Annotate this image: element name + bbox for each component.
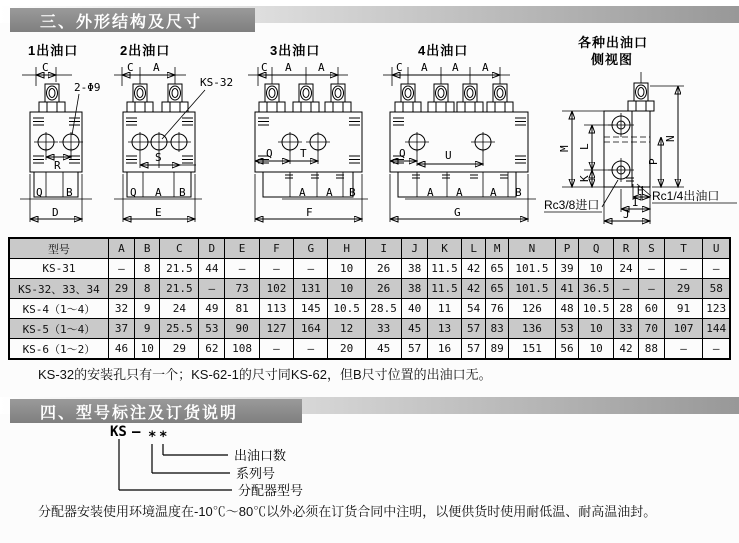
table-row: [9, 339, 730, 360]
column-header: L: [462, 238, 486, 259]
dim-letter: J: [623, 208, 630, 221]
dim-letter: N: [664, 135, 677, 142]
dim-letter: C: [42, 61, 49, 74]
value-cell: 76: [486, 299, 509, 319]
header-row: [9, 238, 730, 259]
value-cell: 126: [509, 299, 555, 319]
value-cell: —: [108, 259, 134, 279]
column-header: K: [427, 238, 461, 259]
value-cell: —: [613, 279, 638, 299]
column-header: H: [328, 238, 365, 259]
model-code-star2: *: [159, 429, 168, 445]
dim-letter: F: [306, 206, 313, 219]
value-cell: 49: [199, 299, 225, 319]
dim-letter: D: [52, 206, 59, 219]
value-cell: 48: [555, 299, 579, 319]
value-cell: 91: [664, 299, 703, 319]
value-cell: 113: [259, 299, 293, 319]
dim-letter: B: [66, 186, 73, 199]
value-cell: 24: [613, 259, 638, 279]
value-cell: —: [294, 259, 328, 279]
model-callout: KS-32: [200, 76, 234, 89]
section3-header: [0, 6, 739, 32]
column-header: J: [402, 238, 427, 259]
dim-letter: A: [456, 186, 463, 199]
value-cell: 24: [160, 299, 199, 319]
value-cell: 108: [225, 339, 259, 360]
value-cell: 73: [225, 279, 259, 299]
hole-diameter-note: 2-Φ9: [74, 81, 101, 94]
value-cell: 39: [555, 259, 579, 279]
value-cell: 53: [555, 319, 579, 339]
value-cell: 33: [365, 319, 402, 339]
value-cell: 28: [613, 299, 638, 319]
drawing-2-title: 2出油口: [120, 43, 171, 58]
value-cell: 101.5: [509, 279, 555, 299]
catalog-page: [0, 6, 739, 543]
value-cell: 70: [639, 319, 664, 339]
dim-letter: A: [326, 186, 333, 199]
column-header: U: [703, 238, 730, 259]
dim-letter: B: [179, 186, 186, 199]
dim-letter: A: [155, 186, 162, 199]
dim-letter: P: [647, 158, 660, 165]
column-header: D: [199, 238, 225, 259]
value-cell: —: [703, 339, 730, 360]
value-cell: 90: [225, 319, 259, 339]
drawing-2-outlets: [114, 43, 233, 222]
dim-letter: A: [427, 186, 434, 199]
dim-letter: S: [155, 151, 162, 164]
value-cell: 42: [613, 339, 638, 360]
value-cell: 16: [427, 339, 461, 360]
value-cell: 44: [199, 259, 225, 279]
dim-letter: I: [632, 196, 639, 209]
value-cell: 37: [108, 319, 134, 339]
value-cell: 26: [365, 259, 402, 279]
dim-letter: C: [127, 61, 134, 74]
dim-letter: A: [421, 61, 428, 74]
dim-letter: Q: [36, 186, 43, 199]
value-cell: 62: [199, 339, 225, 360]
side-view-title-line1: 各种出油口: [578, 35, 649, 50]
value-cell: 65: [486, 259, 509, 279]
table-row: [9, 279, 730, 299]
value-cell: 10: [135, 339, 160, 360]
value-cell: 10.5: [579, 299, 613, 319]
column-header: M: [486, 238, 509, 259]
model-code-star1: *: [148, 429, 157, 445]
value-cell: 56: [555, 339, 579, 360]
drawing-1-title: 1出油口: [28, 43, 79, 58]
drawing-3-outlets: [248, 43, 368, 222]
value-cell: 60: [639, 299, 664, 319]
value-cell: 10.5: [328, 299, 365, 319]
column-header: 型号: [9, 238, 108, 259]
section3-title-box: [10, 8, 255, 32]
dim-letter: T: [300, 147, 307, 160]
value-cell: 45: [365, 339, 402, 360]
value-cell: 10: [579, 259, 613, 279]
value-cell: 83: [486, 319, 509, 339]
dim-letter: Q: [399, 147, 406, 160]
value-cell: 12: [328, 319, 365, 339]
value-cell: 42: [462, 279, 486, 299]
dim-letter: R: [54, 159, 61, 172]
model-name-cell: KS-6（1～2）: [9, 339, 108, 360]
value-cell: 65: [486, 279, 509, 299]
ordering-note: 分配器安装使用环境温度在-10℃～80℃以外必须在订货合同中注明，以便供货时使用耐低温、耐高温油封。: [38, 504, 657, 519]
value-cell: 11.5: [427, 259, 461, 279]
value-cell: 10: [328, 279, 365, 299]
table-row: [9, 319, 730, 339]
model-code-separator: —: [132, 424, 141, 440]
value-cell: 10: [579, 339, 613, 360]
value-cell: 123: [703, 299, 730, 319]
column-header: E: [225, 238, 259, 259]
column-header: S: [639, 238, 664, 259]
column-header: A: [108, 238, 134, 259]
code-label-outlet-count: 出油口数: [234, 448, 287, 463]
value-cell: 107: [664, 319, 703, 339]
column-header: R: [613, 238, 638, 259]
value-cell: 127: [259, 319, 293, 339]
value-cell: 145: [294, 299, 328, 319]
code-label-distributor-model: 分配器型号: [238, 483, 304, 498]
value-cell: 53: [199, 319, 225, 339]
value-cell: 32: [108, 299, 134, 319]
column-header: C: [160, 238, 199, 259]
column-header: Q: [579, 238, 613, 259]
value-cell: —: [639, 259, 664, 279]
drawing-1-outlet: [20, 43, 101, 222]
column-header: P: [555, 238, 579, 259]
value-cell: 26: [365, 279, 402, 299]
column-header: N: [509, 238, 555, 259]
value-cell: 164: [294, 319, 328, 339]
table-row: [9, 259, 730, 279]
value-cell: 21.5: [160, 279, 199, 299]
value-cell: 58: [703, 279, 730, 299]
value-cell: 41: [555, 279, 579, 299]
value-cell: 10: [579, 319, 613, 339]
value-cell: 46: [108, 339, 134, 360]
section4-title: 四、型号标注及订货说明: [40, 404, 239, 422]
dim-letter: A: [318, 61, 325, 74]
value-cell: 36.5: [579, 279, 613, 299]
dim-letter: M: [558, 145, 571, 152]
side-view-title-line2: 侧视图: [591, 52, 634, 67]
value-cell: —: [639, 279, 664, 299]
value-cell: 131: [294, 279, 328, 299]
value-cell: 33: [613, 319, 638, 339]
drawing-4-outlets: [383, 43, 536, 222]
model-name-cell: KS-31: [9, 259, 108, 279]
value-cell: 8: [135, 279, 160, 299]
value-cell: 28.5: [365, 299, 402, 319]
value-cell: 8: [135, 259, 160, 279]
dim-letter: A: [299, 186, 306, 199]
value-cell: —: [225, 259, 259, 279]
value-cell: 9: [135, 319, 160, 339]
value-cell: 10: [328, 259, 365, 279]
model-name-cell: KS-5（1～4）: [9, 319, 108, 339]
value-cell: 11.5: [427, 279, 461, 299]
drawing-3-title: 3出油口: [270, 43, 321, 58]
value-cell: 151: [509, 339, 555, 360]
dim-letter: G: [454, 206, 461, 219]
dim-letter: U: [445, 149, 452, 162]
value-cell: 38: [402, 259, 427, 279]
value-cell: 57: [462, 339, 486, 360]
value-cell: —: [664, 259, 703, 279]
drawing-4-title: 4出油口: [418, 43, 469, 58]
value-cell: 88: [639, 339, 664, 360]
value-cell: 40: [402, 299, 427, 319]
value-cell: 57: [402, 339, 427, 360]
value-cell: 38: [402, 279, 427, 299]
dim-letter: C: [396, 61, 403, 74]
value-cell: 81: [225, 299, 259, 319]
section4-header: [0, 397, 739, 423]
value-cell: 101.5: [509, 259, 555, 279]
value-cell: —: [664, 339, 703, 360]
dim-letter: L: [578, 143, 591, 150]
column-header: I: [365, 238, 402, 259]
value-cell: 45: [402, 319, 427, 339]
dim-letter: E: [155, 206, 162, 219]
section4-title-box: [10, 399, 302, 423]
value-cell: 20: [328, 339, 365, 360]
section3-title: 三、外形结构及尺寸: [40, 13, 203, 31]
table-row: [9, 299, 730, 319]
value-cell: 136: [509, 319, 555, 339]
side-view-drawing: [544, 35, 737, 224]
outlet-port-label: Rc1/4出油口: [652, 189, 720, 203]
column-header: B: [135, 238, 160, 259]
dim-letter: A: [285, 61, 292, 74]
column-header: G: [294, 238, 328, 259]
value-cell: 13: [427, 319, 461, 339]
value-cell: 21.5: [160, 259, 199, 279]
value-cell: 29: [108, 279, 134, 299]
value-cell: 29: [160, 339, 199, 360]
value-cell: 29: [664, 279, 703, 299]
dim-letter: B: [515, 186, 522, 199]
model-code-diagram: [0, 423, 739, 499]
dimension-drawings: [0, 32, 739, 236]
value-cell: 11: [427, 299, 461, 319]
dim-letter: A: [452, 61, 459, 74]
column-header: F: [259, 238, 293, 259]
dim-letter: A: [490, 186, 497, 199]
value-cell: —: [294, 339, 328, 360]
dim-letter: K: [578, 175, 591, 182]
value-cell: 102: [259, 279, 293, 299]
dim-letter: H: [637, 184, 644, 197]
dim-letter: B: [349, 186, 356, 199]
model-name-cell: KS-32、33、34: [9, 279, 108, 299]
code-label-series: 系列号: [236, 466, 276, 481]
value-cell: 144: [703, 319, 730, 339]
value-cell: —: [703, 259, 730, 279]
dim-letter: A: [482, 61, 489, 74]
dim-letter: A: [153, 61, 160, 74]
spec-table: [8, 237, 731, 360]
model-name-cell: KS-4（1～4）: [9, 299, 108, 319]
value-cell: 89: [486, 339, 509, 360]
dim-letter: Q: [130, 186, 137, 199]
dim-letter: Q: [266, 147, 273, 160]
value-cell: 57: [462, 319, 486, 339]
table-note: KS-32的安装孔只有一个；KS-62-1的尺寸同KS-62，但B尺寸位置的出油口无。: [38, 367, 492, 382]
column-header: T: [664, 238, 703, 259]
value-cell: 25.5: [160, 319, 199, 339]
value-cell: —: [259, 259, 293, 279]
value-cell: 42: [462, 259, 486, 279]
dim-letter: C: [261, 61, 268, 74]
inlet-port-label: Rc3/8进口: [544, 198, 600, 212]
model-code-prefix: KS: [110, 424, 127, 440]
value-cell: —: [259, 339, 293, 360]
value-cell: 9: [135, 299, 160, 319]
value-cell: —: [199, 279, 225, 299]
value-cell: 54: [462, 299, 486, 319]
